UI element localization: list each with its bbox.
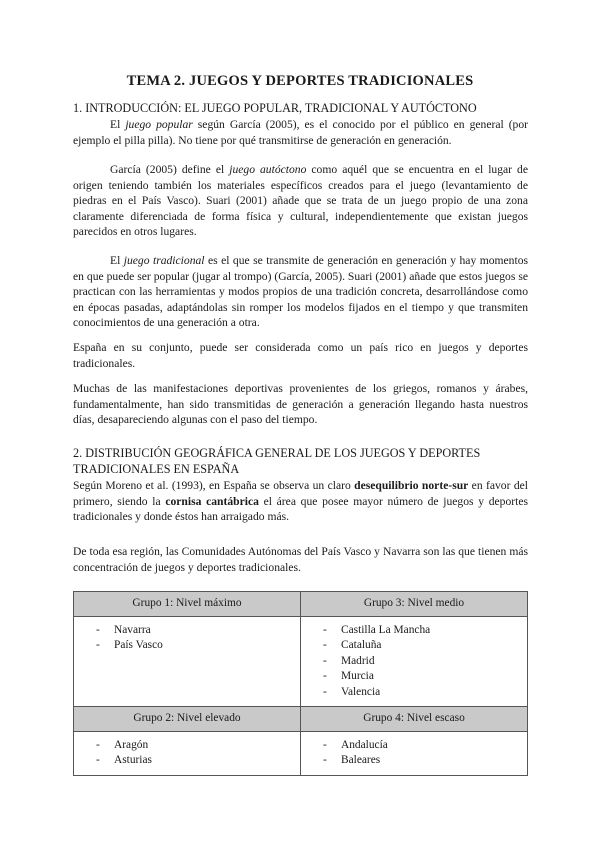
list-item: - Navarra [96, 623, 300, 638]
group-4-header: Grupo 4: Nivel escaso [301, 707, 528, 732]
list-item: - Andalucía [323, 738, 527, 753]
paragraph-juego-popular: El juego popular según García (2005), es el conocido por el público en general (por ejemplo el pilla pilla). No tiene por qué transmitirse de generación en generación. [73, 118, 529, 147]
group-1-header: Grupo 1: Nivel máximo [74, 592, 301, 617]
group-3-list [301, 617, 527, 706]
term-cornisa-cantabrica: cornisa cantábrica [165, 494, 259, 508]
page-title: TEMA 2. JUEGOS Y DEPORTES TRADICIONALES [126, 73, 474, 89]
list-item: - Murcia [323, 669, 527, 684]
paragraph-desequilibrio: Según Moreno et al. (1993), en España se observa un claro desequilibrio norte-sur en favor del primero, siendo la cornisa cantábrica el área que posee mayor número de juegos y deportes tradicionales y donde éstos han arraigado más. [73, 479, 529, 524]
group-2-cell [74, 732, 301, 776]
term-juego-tradicional: juego tradicional [123, 254, 205, 267]
term-juego-autoctono: juego autóctono [229, 163, 307, 176]
groups-table [73, 591, 528, 776]
list-item: - Madrid [323, 654, 527, 669]
group-3-header: Grupo 3: Nivel medio [301, 592, 528, 617]
section-1-heading: 1. INTRODUCCIÓN: EL JUEGO POPULAR, TRADICIONAL Y AUTÓCTONO [73, 101, 477, 115]
paragraph-comunidades: De toda esa región, las Comunidades Autónomas del País Vasco y Navarra son las que tienen más concentración de juegos y deportes tradicionales. [73, 545, 528, 574]
group-2-list [74, 732, 300, 775]
group-2-header: Grupo 2: Nivel elevado [74, 707, 301, 732]
list-item: - Baleares [323, 753, 527, 768]
group-4-list [301, 732, 527, 775]
list-item: - País Vasco [96, 638, 300, 653]
paragraph-juego-autoctono: García (2005) define el juego autóctono como aquél que se encuentra en el lugar de origen teniendo también los materiales específicos creados para el juego (levantamiento de piedras en el País Vasco). Suari (2001) añade que se trata de un juego propio de una zona claramente diferenciada de forma física y cultural, independientemente que existan juegos parecidos en otros lugares. [73, 163, 528, 239]
list-item: - Cataluña [323, 638, 527, 653]
paragraph-manifestaciones-deportivas: Muchas de las manifestaciones deportivas provenientes de los griegos, romanos y árabes, fundamentalmente, han sido transmitidas de generación a generación llegando hasta nuestros días, desapareciendo algunas con el paso del tiempo. [73, 382, 528, 427]
paragraph-espana-pais-rico: España en su conjunto, puede ser considerada como un país rico en juegos y deportes tradicionales. [73, 341, 528, 370]
group-3-cell [301, 617, 528, 707]
group-1-list [74, 617, 300, 660]
list-item: - Valencia [323, 685, 527, 700]
term-juego-popular: juego popular [125, 118, 193, 131]
list-item: - Castilla La Mancha [323, 623, 527, 638]
list-item: - Asturias [96, 753, 300, 768]
paragraph-juego-tradicional: El juego tradicional es el que se transmite de generación en generación y hay momentos en que puede ser popular (jugar al trompo) (García, 2005). Suari (2001) añade que estos juegos se practican con las herramientas y modos propios de una tradición concreta, desarrollándose como en épocas pasadas, adaptándolas sin romper los modelos fijados en el tiempo y que transmiten conocimientos de una generación a otra. [73, 254, 529, 330]
term-desequilibrio: desequilibrio norte-sur [354, 479, 469, 492]
group-4-cell [301, 732, 528, 776]
section-2-heading: 2. DISTRIBUCIÓN GEOGRÁFICA GENERAL DE LOS JUEGOS Y DEPORTES TRADICIONALES EN ESPAÑA [73, 446, 481, 476]
list-item: - Aragón [96, 738, 300, 753]
group-1-cell [74, 617, 301, 707]
